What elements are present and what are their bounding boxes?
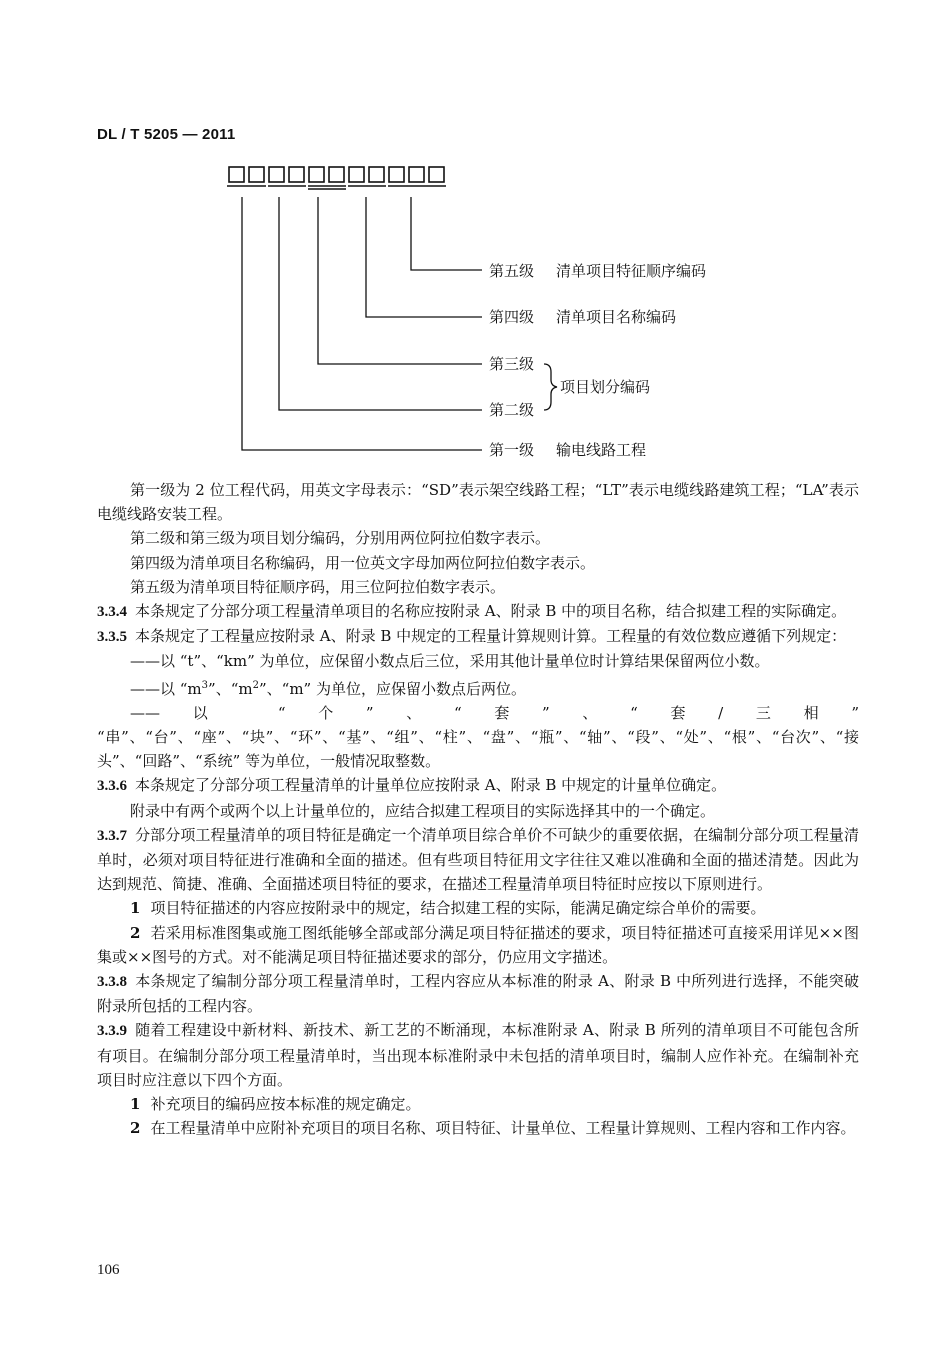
list-item (97, 1092, 859, 1116)
rule-text: ”、“m (208, 679, 253, 698)
intro-paragraph: 第二级和第三级为项目划分编码，分别用两位阿拉伯数字表示。 (130, 529, 551, 548)
level-1-name: 输电线路工程 (556, 441, 647, 459)
brace-symbol (544, 364, 557, 410)
rule-text: ”、“m” 为单位，应保留小数点后两位。 (258, 679, 526, 698)
section-number: 3.3.4 (97, 604, 127, 621)
intro-paragraph: 第五级为清单项目特征顺序码，用三位阿拉伯数字表示。 (130, 577, 506, 596)
item-number: 2 (130, 923, 141, 942)
rule-text: ——以 “m (130, 679, 202, 698)
level-5-name: 清单项目特征顺序编码 (556, 262, 707, 280)
section-number: 3.3.8 (97, 974, 127, 991)
section-text: 分部分项工程量清单的项目特征是确定一个清单项目综合单价不可缺少的重要依据，在编制分部分项工程量清单时，必须对项目特征进行准确和全面的描述。但有些项目特征用文字往往又难以准确和全面的描述清楚。因此为达到规范、简捷、准确、全面描述项目特征的要求，在描述工程量清单项目特征时应按以下原则进行。 (97, 825, 859, 894)
body-text (97, 478, 859, 1140)
section-3-3-9 (97, 1018, 859, 1092)
level-1-label: 第一级 (489, 441, 535, 459)
list-item (97, 896, 859, 920)
superscript: 2 (252, 679, 259, 691)
item-text: 补充项目的编码应按本标准的规定确定。 (150, 1095, 421, 1114)
rule-item: ——以 “t”、“km” 为单位，应保留小数点后三位，采用其他计量单位时计算结果保留两位小数。 (130, 652, 770, 671)
section-paragraph: 附录中有两个或两个以上计量单位的，应结合拟建工程项目的实际选择其中的一个确定。 (130, 801, 716, 820)
section-text: 本条规定了工程量应按附录 A、附录 B 中规定的工程量计算规则计算。工程量的有效位数应遵循下列规定： (135, 627, 847, 646)
rule-item (97, 674, 859, 701)
section-3-3-4 (97, 599, 859, 624)
item-number: 1 (130, 1095, 141, 1114)
item-text: 在工程量清单中应附补充项目的项目名称、项目特征、计量单位、工程量计算规则、工程内容和工作内容。 (150, 1119, 856, 1138)
section-text: 本条规定了编制分部分项工程量清单时，工程内容应从本标准的附录 A、附录 B 中所列进行选择，不能突破附录所包括的工程内容。 (97, 972, 859, 1016)
brace-label: 项目划分编码 (560, 378, 651, 396)
connector-lines (242, 197, 482, 450)
section-number: 3.3.9 (97, 1023, 127, 1040)
level-5-label: 第五级 (489, 262, 535, 280)
list-item (97, 921, 859, 969)
section-text: 本条规定了分部分项工程量清单项目的名称应按附录 A、附录 B 中的项目名称，结合拟建工程的实际确定。 (135, 602, 847, 621)
section-3-3-6 (97, 773, 859, 798)
list-item (97, 1116, 859, 1140)
section-3-3-7 (97, 823, 859, 897)
item-text: 若采用标准图集或施工图纸能够全部或部分满足项目特征描述的要求，项目特征描述可直接采用详见××图集或××图号的方式。对不能满足项目特征描述要求的部分，仍应用文字描述。 (97, 923, 859, 966)
section-text: 随着工程建设中新材料、新技术、新工艺的不断涌现，本标准附录 A、附录 B 所列的清单项目不可能包含所有项目。在编制分部分项工程量清单时，当出现本标准附录中未包括的清单项目时，编制人应作补充。在编制补充项目时应注意以下四个方面。 (97, 1021, 859, 1089)
superscript: 3 (201, 679, 209, 691)
section-text: 本条规定了分部分项工程量清单的计量单位应按附录 A、附录 B 中规定的计量单位确定。 (135, 776, 727, 795)
level-2-label: 第二级 (489, 401, 535, 419)
group-underlines (227, 186, 446, 189)
level-4-name: 清单项目名称编码 (556, 308, 677, 326)
section-3-3-8 (97, 969, 859, 1018)
rule-item: ——以 “个”、“套”、“套/三相” “串”、“台”、“座”、“块”、“环”、“基”、“组”、“柱”、“盘”、“瓶”、“轴”、“段”、“处”、“根”、“台次”、“接头”、“回路”、“系统” 等为单位，一般情况取整数。 (97, 703, 859, 771)
section-number: 3.3.7 (97, 827, 127, 844)
code-structure-diagram (0, 0, 950, 470)
section-number: 3.3.6 (97, 778, 127, 795)
item-number: 2 (130, 1119, 141, 1138)
page-number: 106 (97, 1262, 120, 1278)
intro-paragraph: 第四级为清单项目名称编码，用一位英文字母加两位阿拉伯数字表示。 (130, 553, 596, 572)
item-text: 项目特征描述的内容应按附录中的规定，结合拟建工程的实际，能满足确定综合单价的需要。 (150, 899, 766, 918)
code-digit-boxes (229, 167, 444, 182)
item-number: 1 (130, 899, 141, 918)
intro-paragraph: 第一级为 2 位工程代码，用英文字母表示：“SD”表示架空线路工程；“LT”表示电缆线路建筑工程；“LA”表示电缆线路安装工程。 (97, 481, 859, 524)
standard-code-header: DL / T 5205 — 2011 (97, 126, 236, 143)
level-4-label: 第四级 (489, 308, 535, 326)
section-3-3-5 (97, 624, 859, 649)
level-3-label: 第三级 (489, 355, 535, 373)
section-number: 3.3.5 (97, 629, 127, 646)
